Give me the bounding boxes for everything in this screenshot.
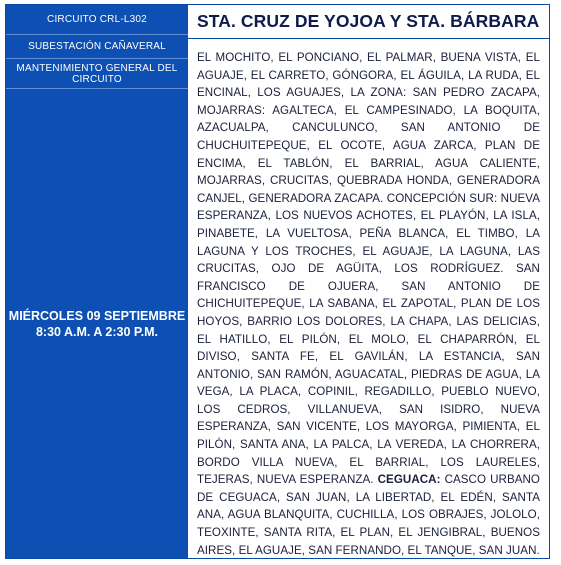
sidebar [6, 5, 188, 558]
maintenance-label: MANTENIMIENTO GENERAL DEL CIRCUITO [6, 59, 188, 89]
affected-areas-part1: EL MOCHITO, EL PONCIANO, EL PALMAR, BUENA VISTA, EL AGUAJE, EL CARRETO, GÓNGORA, EL ÁGUILA, LA RUDA, EL ENCINAL, LOS AGUAJES, LA ZONA: SAN PEDRO ZACAPA, MOJARRAS: AGALTECA, EL CAMPESINADO, LA BOQUITA, AZACUALPA, CANCULUNCO, SAN ANTONIO DE CHUCHUITEPEQUE, EL OCOTE, AGUA ZARCA, PLAN DE ENCIMA, EL TABLÓN, EL BARRIAL, AGUA CALIENTE, MOJARRAS, CRUCITAS, QUEBRADA HONDA, GENERADORA CANJEL, GENERADORA ZACAPA. CONCEPCIÓN SUR: NUEVA ESPERANZA, LOS NUEVOS ACHOTES, EL PLAYÓN, LA ISLA, PINABETE, LA VUELTOSA, PEÑA BLANCA, EL TIMBO, LA LAGUNA Y LOS TROCHES, EL AGUAJE, LA LAGUNA, LAS CRUCITAS, OJO DE AGÜITA, LOS RODRÍGUEZ. SAN FRANCISCO DE OJUERA, SAN ANTONIO DE CHICHUITEPEQUE, LA SABANA, EL ZAPOTAL, PLAN DE LOS HOYOS, BARRIO LOS DOLORES, LA CHAPA, LAS DELICIAS, EL HATILLO, EL PILÓN, EL MOLO, EL CHAPARRÓN, EL DIVISO, SANTA FE, EL GAVILÁN, LA ESTANCIA, SAN ANTONIO, SAN RAMÓN, AGUACATAL, PIEDRAS DE AGUA, LA VEGA, LA PLACA, COPINIL, REGADILLO, PUEBLO NUEVO, LOS CEDROS, VILLANUEVA, SAN ISIDRO, NUEVA ESPERANZA, SAN VICENTE, LOS MAYORGA, PIMIENTA, EL PILÓN, SANTA ANA, LA PALCA, LA VEREDA, LA CHORRERA, BORDO VILLA NUEVA, EL BARRIAL, LOS LAURELES, TEJERAS, NUEVA ESPERANZA. [197, 51, 540, 487]
schedule-time: 8:30 A.M. A 2:30 P.M. [35, 324, 159, 339]
affected-areas-part2: CASCO URBANO DE CEGUACA, SAN JUAN, LA LIBERTAD, EL EDÉN, SANTA ANA, AGUA BLANQUITA, CUCHILLA, LOS OBRAJES, JOLOLO, TEOXINTE, SANTA RITA, EL PLAN, EL JENGIBRAL, BUENOS AIRES, EL AGUAJE, SAN FERNANDO, EL TANQUE, SAN JUAN. [197, 473, 540, 557]
outage-notice-card [5, 4, 550, 559]
content-area [188, 5, 549, 558]
schedule-date: MIÉRCOLES 09 SEPTIEMBRE [8, 308, 186, 323]
substation-label: SUBESTACIÓN CAÑAVERAL [6, 35, 188, 59]
circuit-label: CIRCUITO CRL-L302 [6, 5, 188, 35]
ceguaca-label: CEGUACA: [377, 473, 441, 487]
schedule-block [6, 89, 188, 558]
affected-areas-text [188, 39, 549, 559]
page-title: STA. CRUZ DE YOJOA Y STA. BÁRBARA [188, 5, 549, 39]
